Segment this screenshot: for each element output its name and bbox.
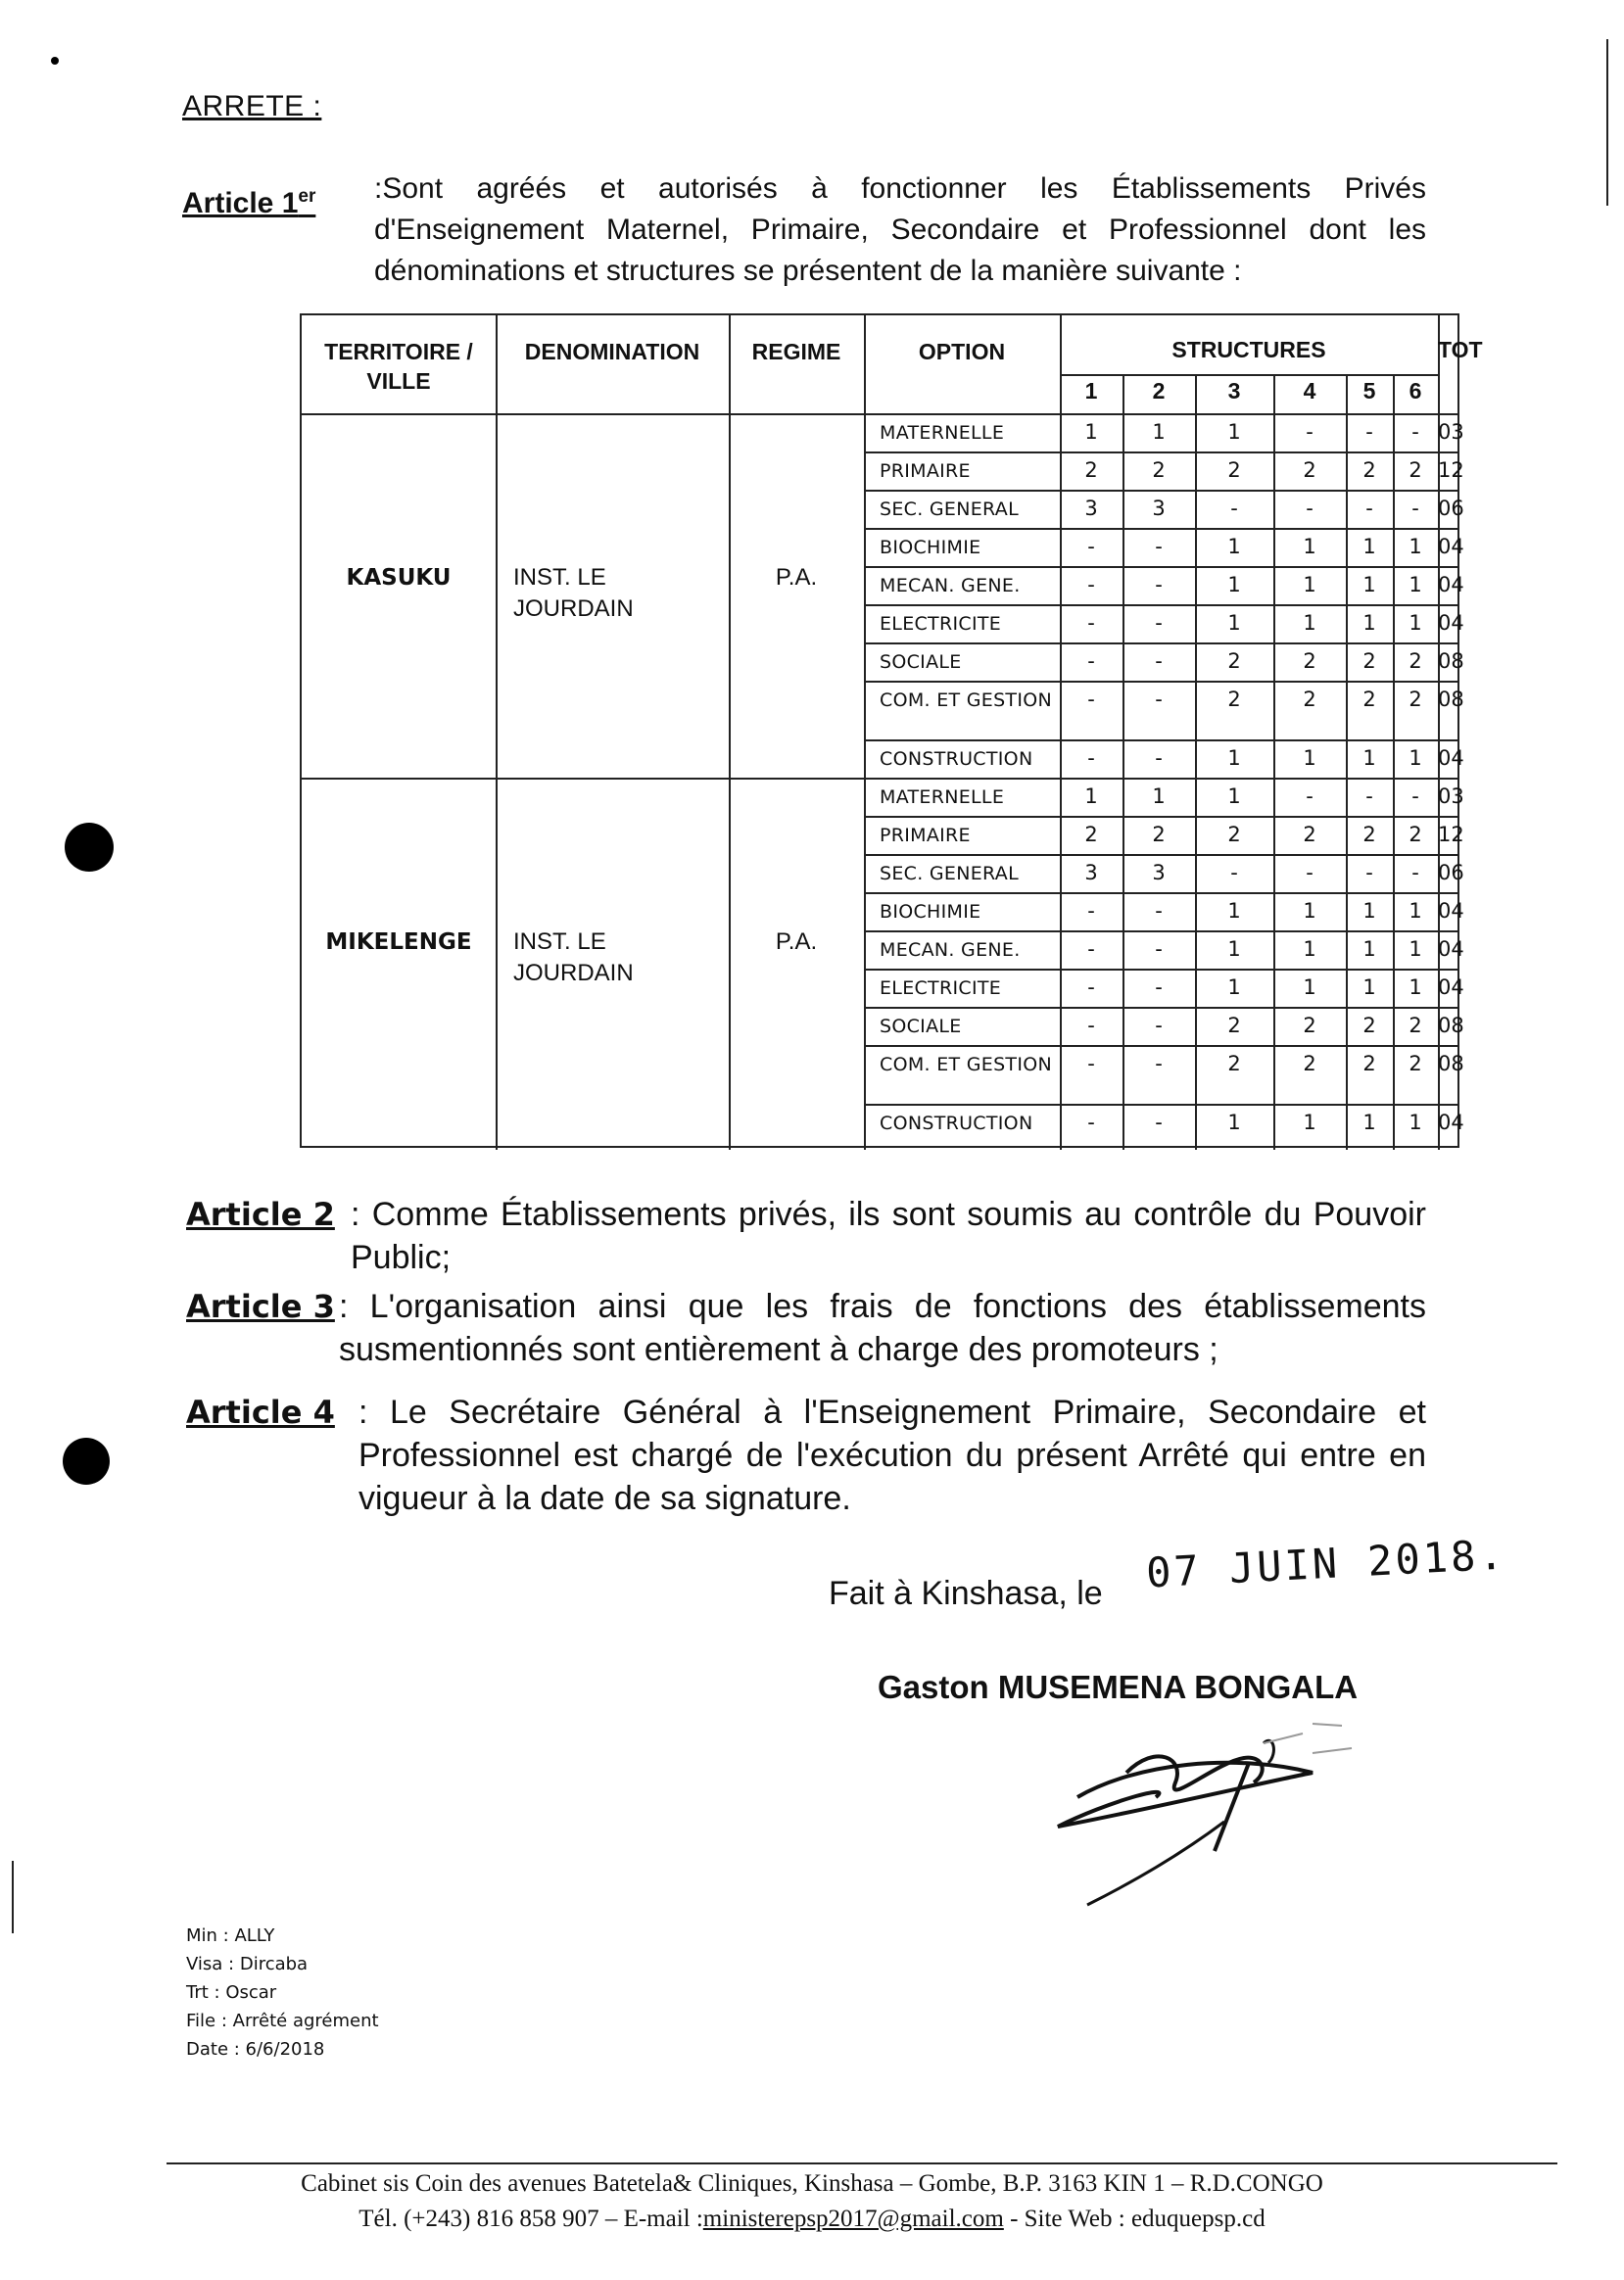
cell-structure: 2 <box>1303 1052 1316 1075</box>
heading-arrete: ARRETE : <box>182 90 322 122</box>
cell-structure: 3 <box>1084 497 1098 520</box>
cell-structure: 2 <box>1227 688 1241 711</box>
cell-structure: 2 <box>1409 688 1422 711</box>
cell-structure: - <box>1155 746 1163 770</box>
table-row-divider <box>302 778 1457 780</box>
cell-option: COM. ET GESTION <box>880 1054 1053 1075</box>
cell-structure: 2 <box>1362 823 1376 846</box>
footer-email-link[interactable]: ministerepsp2017@gmail.com <box>702 2206 1004 2232</box>
cell-structure: 2 <box>1362 458 1376 482</box>
cell-tot: 04 <box>1438 937 1464 961</box>
cell-tot: 12 <box>1438 458 1464 482</box>
cell-tot: 03 <box>1438 784 1464 808</box>
handwritten-signature <box>1019 1704 1430 1920</box>
cell-structure: 1 <box>1362 1111 1376 1134</box>
cell-structure: 1 <box>1362 937 1376 961</box>
cell-tot: 03 <box>1438 420 1464 444</box>
cell-structure: 1 <box>1303 611 1316 635</box>
cell-structure: - <box>1411 497 1419 520</box>
cell-tot: 08 <box>1438 1014 1464 1037</box>
header-tot: TOT <box>1438 337 1483 362</box>
cell-structure: - <box>1306 497 1314 520</box>
cell-option: ELECTRICITE <box>880 977 1002 999</box>
cell-structure: 2 <box>1227 458 1241 482</box>
cell-option: SOCIALE <box>880 651 962 673</box>
structures-table <box>300 313 1483 1148</box>
header-denomination: DENOMINATION <box>524 339 700 364</box>
cell-structure: 1 <box>1362 611 1376 635</box>
cell-structure: 2 <box>1152 823 1166 846</box>
cell-tot: 04 <box>1438 535 1464 558</box>
cell-structure: 1 <box>1303 535 1316 558</box>
table-row-divider <box>864 739 1457 741</box>
cell-option: COM. ET GESTION <box>880 689 1053 711</box>
article-3-label: Article 3 <box>186 1288 335 1325</box>
cell-option: MATERNELLE <box>880 786 1005 808</box>
table-col-divider <box>496 315 498 1150</box>
table-row-divider <box>864 604 1457 606</box>
cell-structure: 3 <box>1152 861 1166 884</box>
cell-structure: 1 <box>1303 1111 1316 1134</box>
cell-structure: 1 <box>1362 975 1376 999</box>
cell-structure: 2 <box>1362 1052 1376 1075</box>
cell-structure: 3 <box>1084 861 1098 884</box>
cell-structure: - <box>1155 937 1163 961</box>
cell-structure: 2 <box>1409 1052 1422 1075</box>
article-4-label: Article 4 <box>186 1394 335 1431</box>
date-stamp: 07 JUIN 2018. <box>1144 1530 1507 1597</box>
header-structure-col: 1 <box>1084 378 1098 404</box>
cell-structure: - <box>1155 573 1163 596</box>
cell-structure: 1 <box>1227 573 1241 596</box>
scan-mark <box>51 57 59 65</box>
cell-tot: 04 <box>1438 611 1464 635</box>
table-row-divider <box>864 528 1457 530</box>
cell-structure: 2 <box>1409 1014 1422 1037</box>
cell-structure: 1 <box>1362 535 1376 558</box>
header-territoire-line2: VILLE <box>366 368 431 394</box>
cell-structure: 1 <box>1227 937 1241 961</box>
article-3 <box>186 1285 1426 1371</box>
cell-structure: - <box>1365 497 1373 520</box>
table-row-divider <box>864 930 1457 932</box>
meta-trt: Trt : Oscar <box>186 1982 277 2003</box>
article-4 <box>186 1391 1426 1520</box>
cell-structure: 2 <box>1409 823 1422 846</box>
cell-structure: 1 <box>1084 784 1098 808</box>
cell-structure: 1 <box>1152 784 1166 808</box>
cell-structure: 2 <box>1303 458 1316 482</box>
cell-tot: 08 <box>1438 649 1464 673</box>
table-row-divider <box>302 413 1457 415</box>
article-3-text: : L'organisation ainsi que les frais de fonctions des établissements susmentionnés sont entièrement à charge des promoteurs ; <box>339 1288 1426 1368</box>
cell-structure: - <box>1411 861 1419 884</box>
cell-structure: 1 <box>1303 899 1316 923</box>
cell-regime: P.A. <box>775 564 818 591</box>
cell-structure: 1 <box>1303 937 1316 961</box>
scan-edge <box>12 1861 14 1933</box>
table-row-divider <box>864 1104 1457 1106</box>
cell-structure: 1 <box>1227 784 1241 808</box>
cell-option: BIOCHIMIE <box>880 901 981 923</box>
cell-structure: - <box>1155 535 1163 558</box>
cell-structure: - <box>1087 937 1095 961</box>
cell-structure: 1 <box>1362 573 1376 596</box>
cell-tot: 08 <box>1438 688 1464 711</box>
table-col-divider <box>864 315 866 1150</box>
footer-address: Cabinet sis Coin des avenues Batetela& Cliniques, Kinshasa – Gombe, B.P. 3163 KIN 1 – R.D.CONGO <box>301 2170 1323 2197</box>
place-date-label: Fait à Kinshasa, le <box>829 1575 1103 1612</box>
cell-structure: 2 <box>1409 649 1422 673</box>
cell-structure: 2 <box>1303 1014 1316 1037</box>
cell-option: SEC. GENERAL <box>880 863 1019 884</box>
table-row-divider <box>864 854 1457 856</box>
header-structures: STRUCTURES <box>1171 337 1326 362</box>
article-4-text: : Le Secrétaire Général à l'Enseignement Primaire, Secondaire et Professionnel est chargé de l'exécution du présent Arrêté qui entre en vigueur à la date de sa signature. <box>358 1394 1426 1517</box>
cell-structure: - <box>1087 1052 1095 1075</box>
footer-divider <box>167 2162 1557 2164</box>
table-row-divider <box>864 892 1457 894</box>
meta-visa: Visa : Dircaba <box>186 1954 309 1974</box>
cell-structure: 1 <box>1227 1111 1241 1134</box>
table-row-divider <box>864 642 1457 644</box>
header-structure-col: 3 <box>1227 378 1241 404</box>
table-row-divider <box>864 566 1457 568</box>
cell-structure: 2 <box>1227 649 1241 673</box>
cell-structure: 2 <box>1303 649 1316 673</box>
cell-structure: 1 <box>1227 420 1241 444</box>
cell-option: MECAN. GENE. <box>880 575 1021 596</box>
cell-structure: - <box>1230 497 1238 520</box>
table-row-divider <box>864 490 1457 492</box>
table-row-divider <box>864 681 1457 683</box>
cell-structure: - <box>1306 420 1314 444</box>
cell-territoire: MIKELENGE <box>325 929 472 955</box>
meta-file: File : Arrêté agrément <box>186 2011 379 2031</box>
cell-option: PRIMAIRE <box>880 460 971 482</box>
header-structure-col: 4 <box>1303 378 1316 404</box>
cell-tot: 04 <box>1438 1111 1464 1134</box>
cell-structure: 1 <box>1409 746 1422 770</box>
cell-structure: 2 <box>1362 1014 1376 1037</box>
cell-structure: - <box>1087 573 1095 596</box>
cell-option: PRIMAIRE <box>880 825 971 846</box>
cell-structure: - <box>1155 975 1163 999</box>
meta-min: Min : ALLY <box>186 1925 275 1946</box>
cell-tot: 12 <box>1438 823 1464 846</box>
cell-regime: P.A. <box>775 928 818 955</box>
cell-structure: 1 <box>1409 899 1422 923</box>
cell-structure: - <box>1155 688 1163 711</box>
cell-structure: 1 <box>1409 1111 1422 1134</box>
cell-option: SOCIALE <box>880 1016 962 1037</box>
cell-structure: 2 <box>1303 823 1316 846</box>
cell-structure: 2 <box>1084 823 1098 846</box>
cell-structure: - <box>1411 420 1419 444</box>
cell-structure: - <box>1306 784 1314 808</box>
header-structure-col: 5 <box>1362 378 1376 404</box>
table-row-divider <box>864 816 1457 818</box>
table-row-divider <box>864 451 1457 453</box>
cell-structure: - <box>1155 1014 1163 1037</box>
cell-structure: 1 <box>1362 899 1376 923</box>
cell-structure: 2 <box>1227 823 1241 846</box>
cell-option: MECAN. GENE. <box>880 939 1021 961</box>
article-2-text: : Comme Établissements privés, ils sont soumis au contrôle du Pouvoir Public; <box>351 1196 1426 1276</box>
cell-structure: 1 <box>1303 573 1316 596</box>
cell-tot: 06 <box>1438 497 1464 520</box>
cell-structure: 1 <box>1227 899 1241 923</box>
cell-structure: - <box>1087 1111 1095 1134</box>
cell-structure: 2 <box>1409 458 1422 482</box>
header-regime: REGIME <box>751 339 841 364</box>
article-2-label: Article 2 <box>186 1196 335 1233</box>
table-row-divider <box>864 1007 1457 1009</box>
cell-structure: 1 <box>1303 975 1316 999</box>
cell-structure: - <box>1087 975 1095 999</box>
cell-structure: 1 <box>1362 746 1376 770</box>
cell-structure: 2 <box>1303 688 1316 711</box>
cell-structure: - <box>1087 746 1095 770</box>
header-territoire: TERRITOIRE / <box>324 339 473 364</box>
cell-option: ELECTRICITE <box>880 613 1002 635</box>
cell-structure: - <box>1155 649 1163 673</box>
cell-structure: - <box>1155 899 1163 923</box>
cell-structure: 2 <box>1227 1052 1241 1075</box>
table-col-divider <box>729 315 731 1150</box>
cell-structure: 1 <box>1227 611 1241 635</box>
cell-structure: - <box>1087 1014 1095 1037</box>
cell-structure: 1 <box>1227 746 1241 770</box>
cell-tot: 08 <box>1438 1052 1464 1075</box>
header-structure-col: 6 <box>1409 378 1422 404</box>
cell-structure: 1 <box>1227 975 1241 999</box>
cell-structure: - <box>1087 649 1095 673</box>
cell-structure: 1 <box>1409 535 1422 558</box>
table-row-divider <box>864 1045 1457 1047</box>
cell-structure: 2 <box>1084 458 1098 482</box>
cell-structure: - <box>1155 1052 1163 1075</box>
cell-structure: 1 <box>1303 746 1316 770</box>
cell-structure: - <box>1365 784 1373 808</box>
scan-edge <box>1606 39 1608 206</box>
cell-structure: 2 <box>1152 458 1166 482</box>
cell-tot: 04 <box>1438 899 1464 923</box>
cell-denomination: INST. LE JOURDAIN <box>513 928 634 986</box>
cell-tot: 04 <box>1438 975 1464 999</box>
cell-structure: 2 <box>1227 1014 1241 1037</box>
header-option: OPTION <box>918 339 1006 364</box>
cell-structure: 1 <box>1227 535 1241 558</box>
cell-structure: - <box>1230 861 1238 884</box>
cell-structure: - <box>1087 535 1095 558</box>
cell-structure: 3 <box>1152 497 1166 520</box>
article-1-text: :Sont agréés et autorisés à fonctionner les Établissements Privés d'Enseignement Maternel, Primaire, Secondaire et Professionnel dont les dénominations et structures se présentent de la manière suivante : <box>374 172 1426 287</box>
cell-option: MATERNELLE <box>880 422 1005 444</box>
punch-hole <box>63 1438 110 1485</box>
table-row-divider <box>864 969 1457 971</box>
cell-tot: 04 <box>1438 746 1464 770</box>
cell-structure: - <box>1087 899 1095 923</box>
cell-structure: 1 <box>1409 937 1422 961</box>
cell-structure: 1 <box>1084 420 1098 444</box>
cell-option: BIOCHIMIE <box>880 537 981 558</box>
cell-structure: - <box>1365 420 1373 444</box>
punch-hole <box>65 823 114 872</box>
cell-structure: - <box>1365 861 1373 884</box>
header-structure-col: 2 <box>1152 378 1166 404</box>
footer-contact <box>0 2206 1624 2233</box>
article-2 <box>186 1193 1426 1279</box>
signatory-name: Gaston MUSEMENA BONGALA <box>878 1669 1359 1705</box>
footer-phone: Tél. (+243) 816 858 907 – E-mail : <box>358 2206 703 2232</box>
cell-structure: 1 <box>1409 611 1422 635</box>
cell-structure: 1 <box>1409 975 1422 999</box>
cell-denomination: INST. LE JOURDAIN <box>513 564 634 622</box>
cell-option: SEC. GENERAL <box>880 499 1019 520</box>
cell-structure: 1 <box>1409 573 1422 596</box>
cell-tot: 04 <box>1438 573 1464 596</box>
cell-option: CONSTRUCTION <box>880 748 1033 770</box>
cell-structure: - <box>1306 861 1314 884</box>
cell-structure: - <box>1087 688 1095 711</box>
cell-tot: 06 <box>1438 861 1464 884</box>
cell-structure: - <box>1087 611 1095 635</box>
footer-website: - Site Web : eduquepsp.cd <box>1003 2206 1266 2232</box>
cell-structure: 1 <box>1152 420 1166 444</box>
cell-structure: 2 <box>1362 649 1376 673</box>
cell-structure: 2 <box>1362 688 1376 711</box>
article-1-label: Article 1er <box>182 186 316 219</box>
cell-structure: - <box>1155 1111 1163 1134</box>
cell-structure: - <box>1155 611 1163 635</box>
cell-territoire: KASUKU <box>346 565 452 591</box>
cell-option: CONSTRUCTION <box>880 1113 1033 1134</box>
cell-structure: - <box>1411 784 1419 808</box>
meta-date: Date : 6/6/2018 <box>186 2039 325 2060</box>
